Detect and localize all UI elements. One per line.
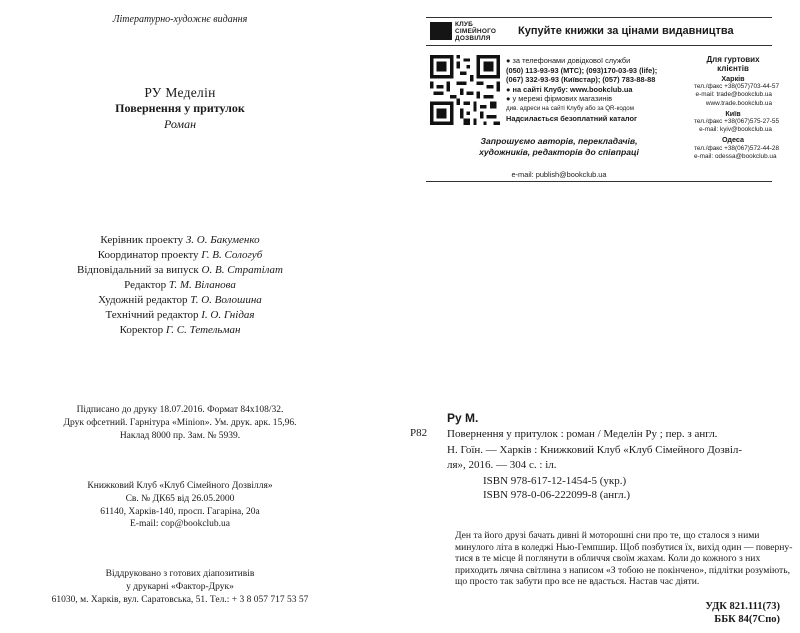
club-logo: КЛУБ СІМЕЙНОГО ДОЗВІЛЛЯ <box>430 22 506 40</box>
right-page <box>400 0 800 633</box>
book-genre: Роман <box>163 117 197 131</box>
credit-row: Відповідальний за випуск О. В. Стратілат <box>76 264 284 276</box>
annotation: Ден та його друзі бачать дивні й моторошні сни про те, що сталося з ними минулого літа в коледжі Нью-Гемпшир. Щоб позбутися їх, вихід один — поверну- тися в те місце й поглянути в обличчя своїм жахам. Коли до кожного з них приходить лячна світлина з написом «З тобою не покінчено», підлітки розуміють, що просто так забути про все не вдасться. Настав час діяти. <box>455 530 793 588</box>
credit-row: Керівник проекту З. О. Бакуменко <box>100 234 260 246</box>
credits-block <box>0 233 360 338</box>
book-title: Повернення у притулок <box>115 101 245 115</box>
catalog-code: Р82 <box>410 427 428 439</box>
credit-row: Технічний редактор І. О. Гнідая <box>105 309 255 321</box>
credit-row: Редактор Т. М. Віланова <box>124 279 236 291</box>
credit-row: Художній редактор Т. О. Волошина <box>98 294 262 306</box>
qr-code-icon <box>430 55 500 125</box>
isbn-block: ISBN 978-617-12-1454-5 (укр.) ISBN 978-0-06-222099-8 (англ.) <box>483 475 631 501</box>
catalog-author: Ру М. <box>447 411 479 425</box>
ad-invite: Запрошуємо авторів, перекладачів, художників, редакторів до співпраці <box>479 136 639 157</box>
printer-info: Віддруковано з готових діапозитивів у друкарні «Фактор-Друк» 61030, м. Харків, вул. Саратовська, 51. Тел.: + 3 8 057 717 53 57 <box>51 569 309 605</box>
ad-email: e-mail: publish@bookclub.ua <box>511 170 607 179</box>
logo-mark-icon <box>430 22 452 40</box>
credit-row: Координатор проекту Г. В. Сологуб <box>97 249 263 261</box>
publisher-info: Книжковий Клуб «Клуб Сімейного Дозвілля» Св. № ДК65 від 26.05.2000 61140, Харків-140, просп. Гагаріна, 20а E-mail: cop@bookclub.ua <box>87 481 273 530</box>
series-label: Літературно-художнє видання <box>112 14 248 25</box>
credit-row: Коректор Г. С. Тетельман <box>119 324 241 336</box>
catalog-description: Повернення у притулок : роман / Меделін Ру ; пер. з англ. Н. Гоїн. — Харків : Книжковий Клуб «Клуб Сімейного Дозвіл- ля», 2016. — 304 с. : іл. <box>447 428 743 471</box>
club-advert <box>426 17 780 182</box>
print-info: Підписано до друку 18.07.2016. Формат 84x108/32. Друк офсетний. Гарнітура «Minion». Ум. друк. арк. 15,96. Наклад 8000 пр. Зам. № 5939. <box>63 405 297 441</box>
wholesale-contacts: Для гуртових клієнтів Харків тел./факс +38(057)703-44-57 e-mail: trade@bookclub.ua www.trade.bookclub.ua Київ тел./факс +38(067)575-27-55 e-mail: kyiv@bookclub.ua Одеса тел./факс +38(067)572-44-28 e-mail: odessa@bookclub.ua <box>694 55 780 160</box>
ad-contacts: ● за телефонами довідкової служби (050) 113-93-93 (МТС); (093)170-03-93 (life); (067) 332-93-93 (Київстар); (057) 783-88-88 ● на сайті Клубу: www.bookclub.ua ● у мережі фірмових магазинів див. адреси на сайті Клубу або за QR-кодом Надсилається безоплатний каталог <box>506 56 658 123</box>
book-author: РУ Меделін <box>144 85 216 100</box>
classification-codes: УДК 821.111(73) ББК 84(7Спо) <box>705 601 780 625</box>
ad-headline: Купуйте книжки за цінами видавництва <box>518 25 734 37</box>
